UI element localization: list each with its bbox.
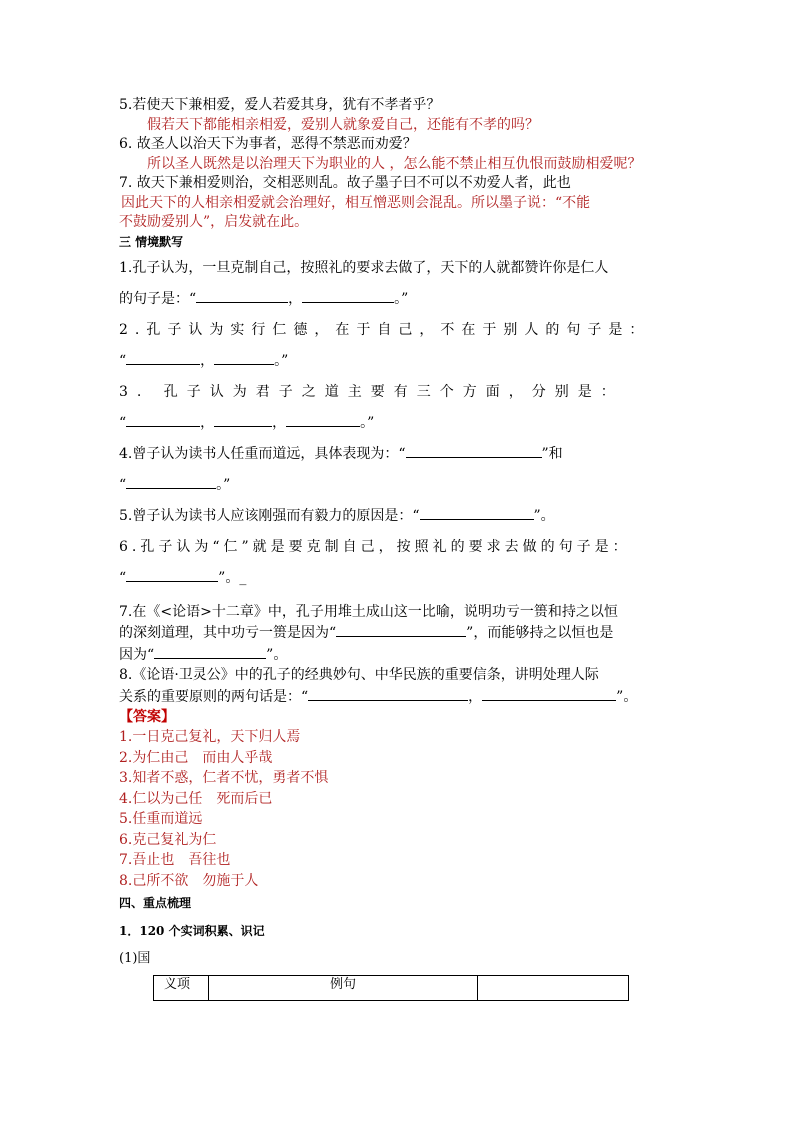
- answer-block: [119, 707, 679, 891]
- q6-end: ”。_: [218, 569, 247, 586]
- translation-block: [119, 96, 679, 233]
- q4b-end: 。”: [216, 476, 231, 493]
- blank-field[interactable]: [154, 644, 266, 659]
- translation-7-line1: 因此天下的人相亲相爱就会治理好，相互憎恶则会混乱。所以墨子说：“不能: [121, 194, 591, 211]
- question-1-line2: [119, 284, 679, 315]
- q1-end: 。”: [394, 290, 409, 307]
- source-sentence-7: 7. 故天下兼相爱则治，交相恶则乱。故子墨子曰不可以不劝爱人者，此也: [119, 175, 571, 191]
- blank-field[interactable]: [336, 622, 466, 637]
- table-header-extra: [478, 975, 629, 1000]
- translation-5: 假若天下都能相亲相爱，爱别人就象爱自己，还能有不孝的吗？: [147, 116, 539, 133]
- q7-prefix: 的深刻道理，其中功亏一篑是因为“: [119, 625, 337, 641]
- blank-field[interactable]: [420, 505, 534, 520]
- blank-field[interactable]: [214, 412, 272, 427]
- blank-field[interactable]: [126, 350, 200, 365]
- q2-sep: ，: [200, 352, 215, 369]
- blank-field[interactable]: [126, 567, 218, 582]
- table-header-meaning: 义项: [154, 975, 209, 1000]
- table-header-example: 例句: [209, 975, 478, 1000]
- q5-end: ”。: [533, 507, 555, 524]
- source-sentence-6: 6. 故圣人以治天下为事者，恶得不禁恶而劝爱？: [119, 136, 417, 152]
- q4-prefix: 4.曾子认为读书人任重而道远，具体表现为：“: [119, 445, 406, 462]
- translation-6: 所以圣人既然是以治理天下为职业的人 ，怎么能不禁止相互仇恨而鼓励相爱呢？: [147, 155, 642, 172]
- q3-end: 。”: [360, 414, 375, 431]
- answer-item: 6.克己复礼为仁: [119, 831, 217, 848]
- question-3-line2: [119, 408, 679, 439]
- blank-field[interactable]: [302, 288, 394, 303]
- q4-end: ”和: [541, 445, 563, 462]
- q7-end: ”，而能够持之以恒也是: [466, 625, 614, 641]
- question-5: [119, 501, 679, 532]
- blank-field[interactable]: [286, 412, 360, 427]
- answer-header: 【答案】: [119, 709, 175, 725]
- question-7-line3: [119, 644, 679, 666]
- q8-prefix: 关系的重要原则的两句话是：“: [119, 688, 309, 705]
- q6-prefix: “: [119, 569, 127, 586]
- q8-end: ”。: [616, 688, 638, 705]
- document-page: [119, 96, 679, 1001]
- word-table: [153, 975, 629, 1001]
- question-2-line1: 2.孔子认为实行仁德，在于自己，不在于别人的句子是：: [119, 321, 651, 338]
- blank-field[interactable]: [308, 686, 468, 701]
- question-list: [119, 253, 679, 708]
- question-8-line1: 8.《论语·卫灵公》中的孔子的经典妙句、中华民族的重要信条，讲明处理人际: [119, 667, 599, 683]
- source-sentence-5: 5.若使天下兼相爱，爱人若爱其身，犹有不孝者乎？: [119, 97, 441, 113]
- word-item-title: (1)国: [119, 951, 151, 966]
- q1-sep: ，: [288, 290, 303, 307]
- answer-item: 2.为仁由己 而由人乎哉: [119, 749, 273, 766]
- answer-item: 5.任重而道远: [119, 811, 203, 827]
- translation-7-line2: 不鼓励爱别人”，启发就在此。: [119, 214, 309, 230]
- blank-field[interactable]: [406, 443, 542, 458]
- blank-field[interactable]: [482, 686, 616, 701]
- answer-item: 3.知者不惑，仁者不忧，勇者不惧: [119, 770, 329, 786]
- question-7-line1: 7.在《<论语>十二章》中，孔子用堆土成山这一比喻，说明功亏一篑和持之以恒: [119, 603, 618, 620]
- q7c-end: ”。: [266, 646, 288, 663]
- question-4-line1: [119, 439, 679, 470]
- q3-sep2: ，: [272, 414, 287, 431]
- question-7-line2: [119, 622, 679, 644]
- q2-end: 。”: [274, 352, 289, 369]
- q4b-prefix: “: [119, 476, 127, 493]
- section-4-title: 四、重点梳理: [119, 896, 192, 910]
- question-4-line2: [119, 470, 679, 501]
- answer-item: 8.己所不欲 勿施于人: [119, 872, 259, 889]
- section-4-subtitle: 1．120 个实词积累、识记: [119, 924, 265, 938]
- question-3-line1: 3. 孔子认为君子之道主要有三个方面，分别是：: [119, 383, 624, 400]
- table-header-row: [154, 975, 629, 1000]
- q1-prefix: 的句子是：“: [119, 290, 197, 307]
- q3-prefix: “: [119, 414, 127, 431]
- q2-prefix: “: [119, 352, 127, 369]
- blank-field[interactable]: [126, 412, 200, 427]
- answer-item: 4.仁以为己任 死而后已: [119, 790, 273, 807]
- question-1-line1: 1.孔子认为，一旦克制自己，按照礼的要求去做了，天下的人就都赞许你是仁人: [119, 259, 609, 276]
- q5-prefix: 5.曾子认为读书人应该刚强而有毅力的原因是：“: [119, 507, 420, 524]
- blank-field[interactable]: [196, 288, 288, 303]
- q3-sep1: ，: [200, 414, 215, 431]
- question-6-line2: [119, 563, 679, 594]
- answer-item: 1.一日克己复礼，天下归人焉: [119, 729, 301, 745]
- blank-field[interactable]: [126, 474, 216, 489]
- answer-item: 7.吾止也 吾往也: [119, 852, 231, 868]
- blank-field[interactable]: [214, 350, 274, 365]
- q7c-prefix: 因为“: [119, 646, 155, 663]
- question-2-line2: [119, 346, 679, 377]
- q8-sep: ，: [468, 688, 483, 705]
- question-6-line1: 6.孔子认为“仁”就是要克制自己，按照礼的要求去做的句子是：: [119, 538, 631, 555]
- question-8-line2: [119, 686, 679, 708]
- section-3-title: 三 情境默写: [119, 234, 184, 249]
